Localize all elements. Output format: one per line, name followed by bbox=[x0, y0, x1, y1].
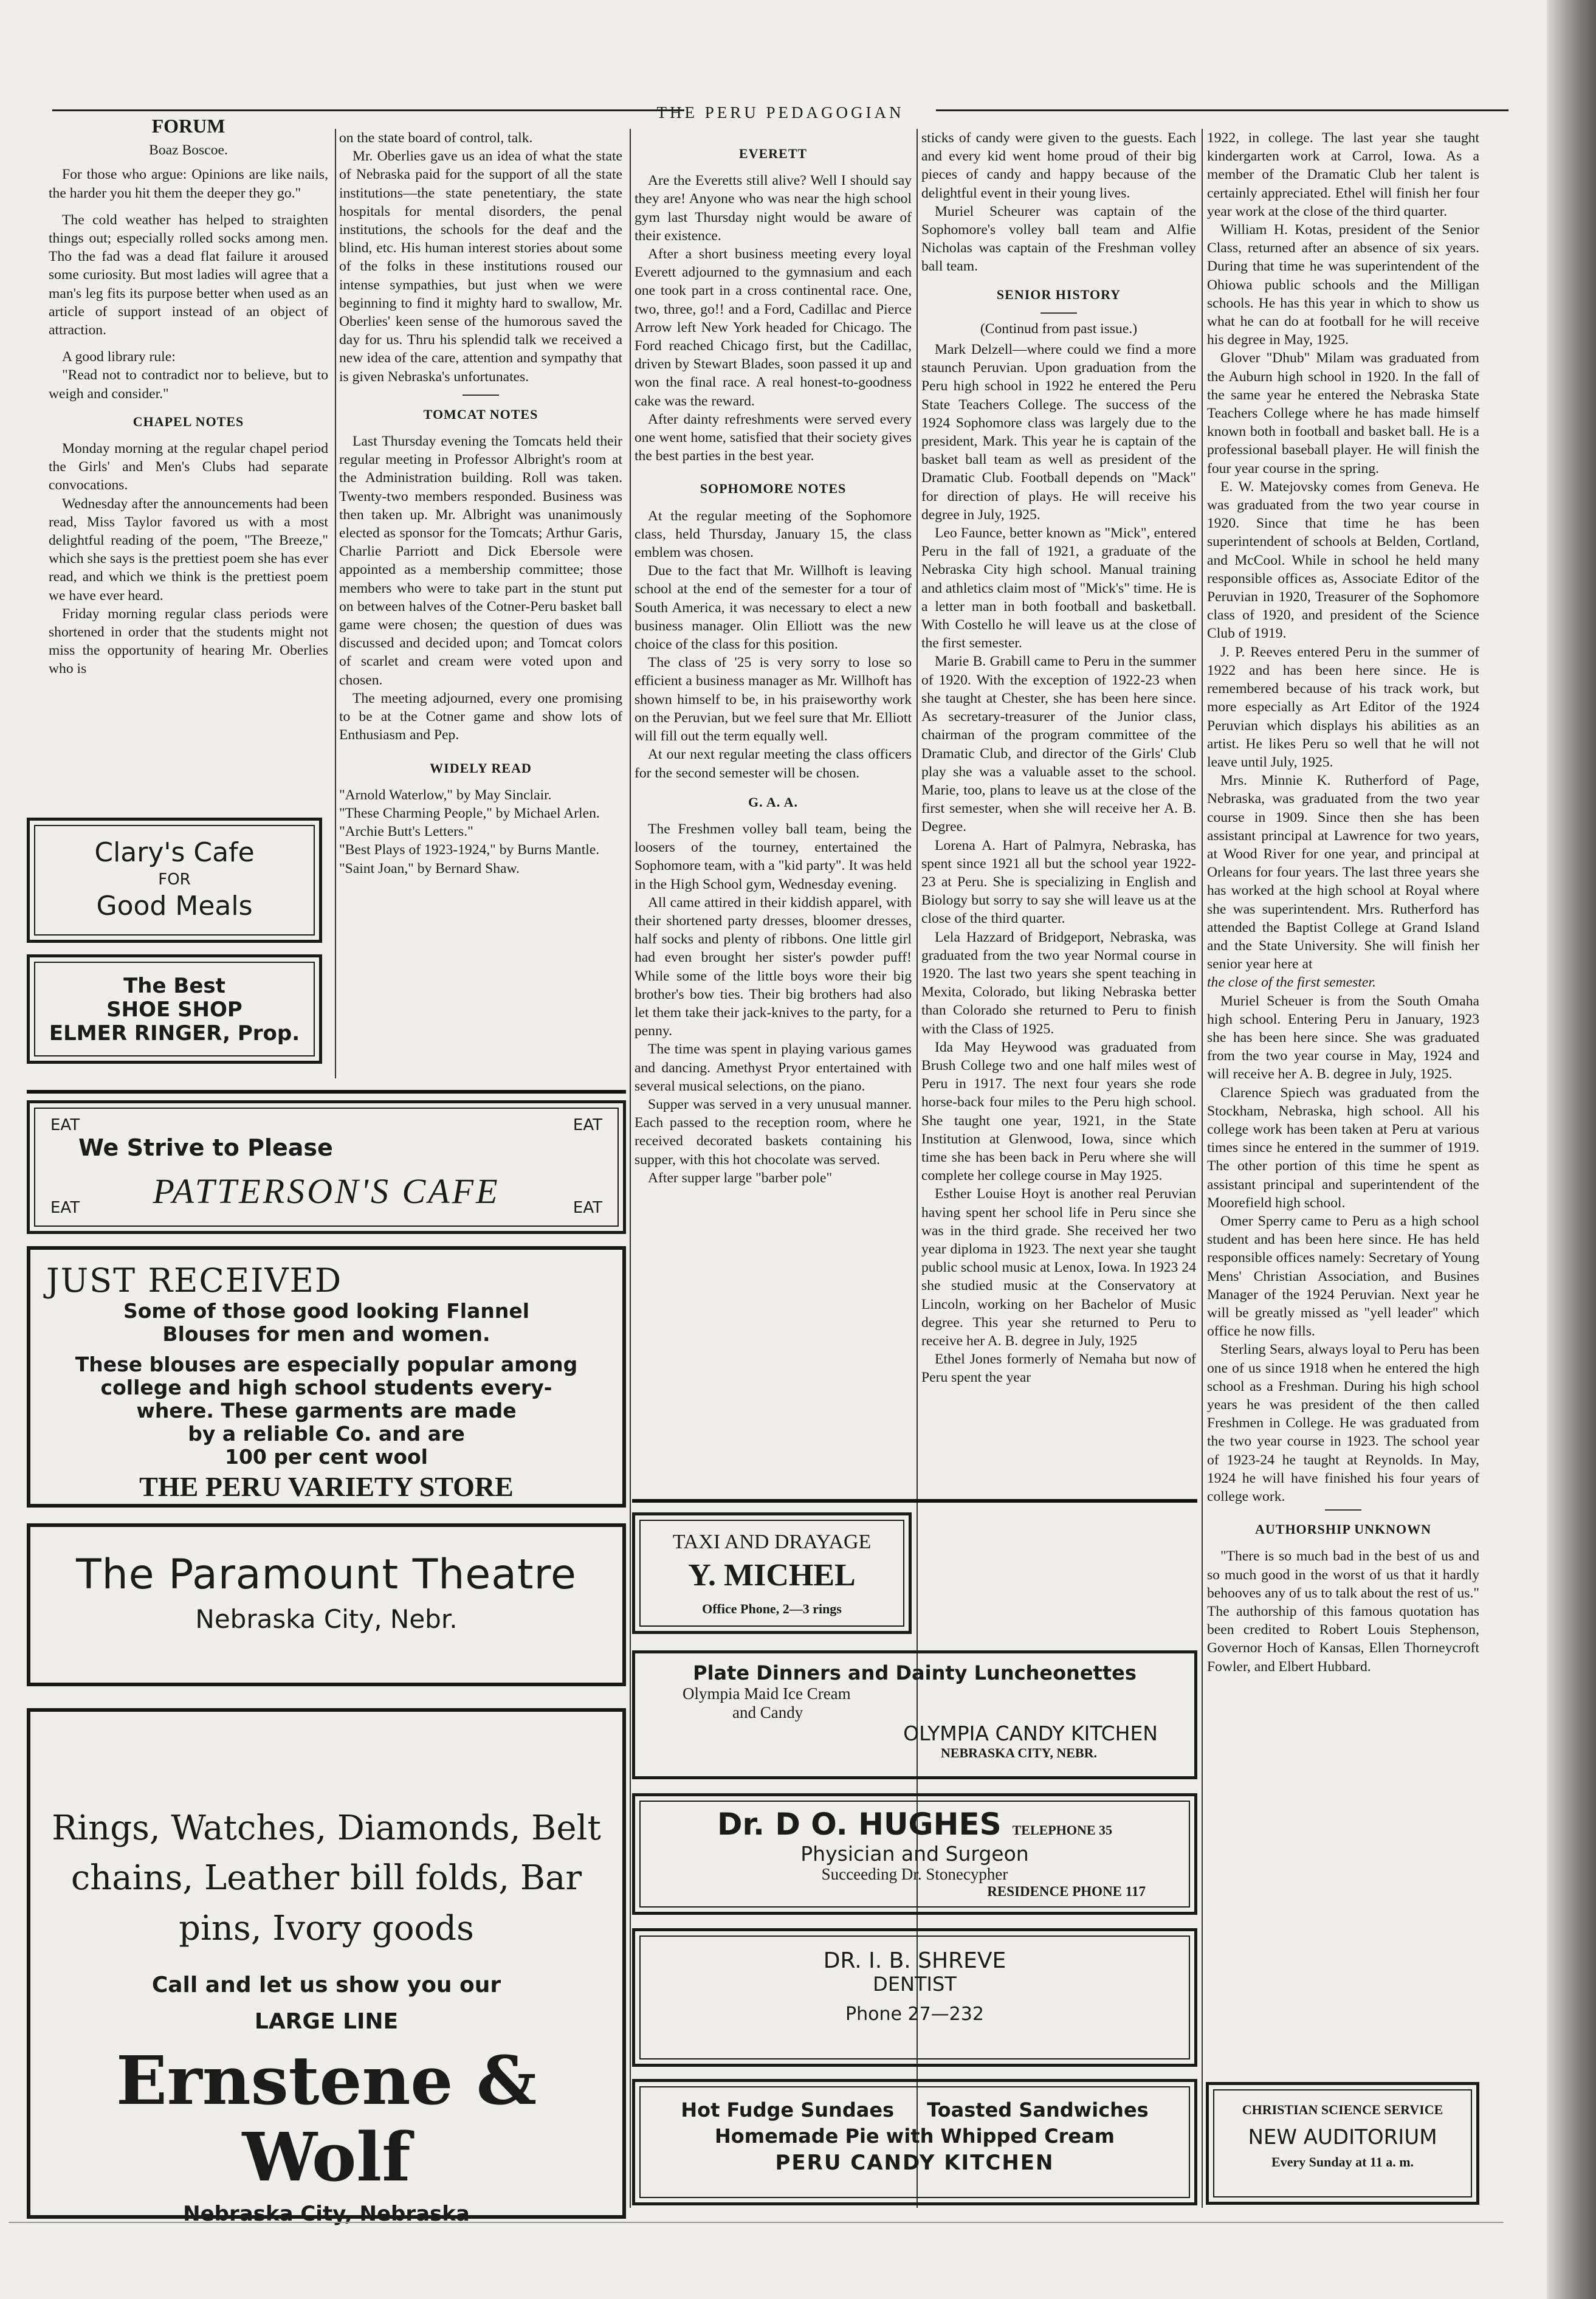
ad-line: Homemade Pie with Whipped Cream bbox=[714, 2124, 1115, 2148]
ad-line: Olympia Maid Ice Cream bbox=[683, 1684, 851, 1703]
widely-read-item: "Saint Joan," by Bernard Shaw. bbox=[339, 860, 520, 877]
senior-paragraph: William H. Kotas, president of the Senior Class, returned after an absence of six years. During that time he was superintendent of the Ohiowa public schools and the Milligan schools. He has this year in which to show us what he can do at football for he will receive his degree in May, 1925. bbox=[1207, 222, 1479, 348]
ad-line: Ernstene & Wolf bbox=[115, 2041, 537, 2197]
ad-line: The Best bbox=[123, 974, 225, 998]
ernstene-wolf-ad bbox=[27, 1708, 626, 2226]
column-5 bbox=[1207, 129, 1479, 1676]
dr-shreve-ad bbox=[632, 1928, 1197, 2067]
chapel-paragraph: Wednesday after the announcements had been read, Miss Taylor favored us with a most delightful reading of the poem, "The Breeze," which she says is the prettiest poem she has ever read, and which we think is the prettiest poem we have ever heard. bbox=[49, 495, 328, 604]
ad-line: pins, Ivory goods bbox=[179, 1908, 474, 1948]
paramount-theatre-ad bbox=[27, 1523, 626, 1686]
ad-line: SHOE SHOP bbox=[106, 998, 242, 1022]
ad-line: ELMER RINGER, Prop. bbox=[49, 1021, 300, 1046]
bottom-fold-line bbox=[9, 2222, 1504, 2223]
ad-line: college and high school students every- bbox=[100, 1375, 552, 1399]
senior-paragraph: Omer Sperry came to Peru as a high school student and has been here since. He has held responsible offices namely: Secretary of Young Mens' Christian Association, and Busines Manager of the 1924 Peruvian. Next year he will be greatly missed as "yell leader" which office he now fills. bbox=[1207, 1213, 1479, 1340]
senior-paragraph: E. W. Matejovsky comes from Geneva. He was graduated from the two year course in 1920. Since that time he has been superintendent of schools at Belden, Cortland, and McCool. While in school he held many responsible offices as, Associate Editor of the Peruvian in 1920, Treasurer of the Sophomore class of 1920, and president of the Science Club of 1919. bbox=[1207, 478, 1479, 642]
ad-line: NEW AUDITORIUM bbox=[1248, 2125, 1437, 2150]
senior-paragraph: 1922, in college. The last year she taught kindergarten work at Carrol, Iowa. As a member of the Dramatic Club her talent is certainly appreciated. Ethel will finish her four year work at the close of the third quarter. bbox=[1207, 130, 1479, 219]
sophomore-notes-title: SOPHOMORE NOTES bbox=[700, 481, 847, 497]
ad-line: Call and let us show you our bbox=[151, 1973, 501, 1998]
senior-history-title: SENIOR HISTORY bbox=[996, 286, 1121, 302]
senior-paragraph: Muriel Scheurer was captain of the Sophomore's volley ball team and Alfie Nicholas was captain of the Freshman volley ball team. bbox=[921, 203, 1196, 275]
ad-line: Rings, Watches, Diamonds, Belt bbox=[52, 1808, 601, 1848]
ad-line: Some of those good looking Flannel bbox=[123, 1299, 530, 1323]
ad-line: We Strive to Please bbox=[78, 1134, 333, 1161]
forum-paragraph: "Read not to contradict nor to believe, but to weigh and consider." bbox=[49, 367, 328, 402]
sophomore-paragraph: Due to the fact that Mr. Willhoft is leaving school at the end of the semester for a tour of South America, it was necessary to elect a new business manager. Olin Elliott was the new choice of the class for this position. bbox=[635, 563, 912, 653]
senior-paragraph: Lorena A. Hart of Palmyra, Nebraska, has spent since 1921 all but the school year 1922-23 at Peru. She is specializing in English and Biology but sorry to say she will leave us at the close of the third quarter. bbox=[921, 837, 1196, 927]
ad-line: NEBRASKA CITY, NEBR. bbox=[940, 1745, 1097, 1760]
masthead: THE PERU PEDAGOGIAN bbox=[656, 103, 904, 122]
ad-line: 100 per cent wool bbox=[225, 1444, 428, 1469]
ad-line: RESIDENCE PHONE 117 bbox=[987, 1884, 1146, 1900]
senior-paragraph: Mark Delzell—where could we find a more staunch Peruvian. Upon graduation from the Peru high school in 1922 he entered the Peru State Teachers College. The success of the 1924 Sophomore class was largely due to the president, Mark. This year he is captain of the basket ball team as well as president of the Dramatic Club. Football depends on "Mack" for direction of plays. He will receive his degree in July, 1925. bbox=[921, 342, 1196, 523]
section-divider bbox=[1040, 312, 1077, 314]
oberlies-paragraph: Mr. Oberlies gave us an idea of what the state of Nebraska paid for the support of all the state institutions—the state penetentiary, the state hospitals for mental disorders, the penal institutions, the schools for the deaf and the blind, etc. His human interest stories about some of the folks in these institutions roused our intense sympathies, but just when we were beginning to find it mighty hard to swallow, Mr. Oberlies' keen sense of the humorous saved the day for us. Thru his splendid talk we received a new idea of the care, attention and sympathy that is given Nebraska's unfortunates. bbox=[339, 148, 622, 385]
gaa-paragraph: The time was spent in playing various games and dancing. Amethyst Pryor entertained with several musical selections, on the piano. bbox=[635, 1041, 912, 1094]
ad-line: Succeeding Dr. Stonecypher bbox=[821, 1865, 1008, 1884]
senior-paragraph: Sterling Sears, always loyal to Peru has been one of us since 1918 when he entered the high school as a Freshman. During his high school years he was president of the then called Freshmen in College. He was graduated from the two year course in 1923. The school year of 1923-24 he taught at Reynolds. In May, 1924 he will have finished his four years of college work. bbox=[1207, 1342, 1479, 1505]
everett-paragraph: After dainty refreshments were served every one went home, satisfied that their society gives the best parties in the best year. bbox=[635, 411, 912, 464]
top-rule-left bbox=[52, 109, 684, 111]
forum-paragraph: For those who argue: Opinions are like nails, the harder you hit them the deeper they go." bbox=[49, 167, 328, 201]
senior-continued-note: (Continud from past issue.) bbox=[980, 320, 1138, 337]
column-1 bbox=[49, 117, 328, 678]
ad-line: These blouses are especially popular among bbox=[75, 1352, 578, 1376]
senior-paragraph: Esther Louise Hoyt is another real Peruvian having spent her school life in Peru since she was in the third grade. She received her two year diploma in 1923. The next year she taught public school music at Lenox, Iowa. In 1923 24 she studied music at the Conservatory at Lincoln, working on her Bachelor of Music degree. This year she returned to Peru to receive her A. B. degree in July, 1925 bbox=[921, 1186, 1196, 1349]
widely-read-item: "Archie Butt's Letters." bbox=[339, 824, 473, 840]
taxi-drayage-ad bbox=[632, 1512, 912, 1634]
ad-line: Y. MICHEL bbox=[688, 1558, 856, 1593]
ad-line: Clary's Cafe bbox=[94, 837, 255, 868]
tomcat-notes-title: TOMCAT NOTES bbox=[423, 406, 538, 422]
senior-paragraph: Lela Hazzard of Bridgeport, Nebraska, was graduated from the two year Normal course in 1920. The last two years she spent teaching in Mexita, Colorado, but liking Nebraska better than Colorado she returned to Peru to finish with the Class of 1925. bbox=[921, 929, 1196, 1037]
peru-variety-store-ad bbox=[27, 1246, 626, 1508]
column-rule bbox=[335, 129, 336, 1078]
senior-paragraph: J. P. Reeves entered Peru in the summer of 1922 and has been here since. He is remembered because of his track work, but more especially as Art Editor of the 1924 Peruvian which displays his abilities as an artist. He likes Peru so well that he will not leave until July, 1925. bbox=[1207, 644, 1479, 770]
sophomore-paragraph: At our next regular meeting the class officers for the second semester will be chosen. bbox=[635, 746, 912, 781]
chapel-paragraph: Friday morning regular class periods were shortened in order that the students might not miss the opportunity of hearing Mr. Oberlies who is bbox=[49, 605, 328, 677]
ad-line: OLYMPIA CANDY KITCHEN bbox=[903, 1721, 1158, 1745]
ad-line: Dr. D O. HUGHES bbox=[717, 1807, 1002, 1842]
senior-paragraph-pasteup: the close of the first semester. bbox=[1207, 974, 1376, 991]
authorship-unknown-title: AUTHORSHIP UNKNOWN bbox=[1255, 1522, 1431, 1537]
ad-eat-label: EAT bbox=[573, 1116, 602, 1134]
ad-line: Plate Dinners and Dainty Luncheonettes bbox=[693, 1661, 1137, 1684]
senior-paragraph: Leo Faunce, better known as "Mick", entered Peru in the fall of 1921, a graduate of the Nebraska City high school. Manual training and athletics claim most of "Mick's" time. He is a letter man in both football and basketball. With Costello he will leave us at the close of the first semester. bbox=[921, 525, 1196, 652]
clarys-cafe-ad bbox=[27, 818, 322, 943]
forum-title: FORUM bbox=[151, 115, 225, 137]
senior-paragraph: Clarence Spiech was graduated from the Stockham, Nebraska, high school. All his college work has been taken at Peru at various times since he entered in the summer of 1919. The other portion of this time he spent as assistant principal and superintendent of the Moorefield high school. bbox=[1207, 1084, 1479, 1211]
authorship-paragraph: "There is so much bad in the best of us and so much good in the worst of us that it hardly behooves any of us to talk about the rest of us." The authorship of this famous quotation has been credited to Robert Louis Stephenson, Governor Hoch of Kansas, Ellen Thorneycroft Fowler, and Elbert Hubbard. bbox=[1207, 1548, 1479, 1675]
ad-line: Office Phone, 2—3 rings bbox=[702, 1601, 842, 1616]
forum-paragraph: A good library rule: bbox=[62, 349, 176, 365]
widely-read-item: "Arnold Waterlow," by May Sinclair. bbox=[339, 787, 552, 803]
ad-line: where. These garments are made bbox=[136, 1398, 517, 1422]
ad-line: by a reliable Co. and are bbox=[188, 1421, 465, 1446]
christian-science-ad bbox=[1206, 2082, 1479, 2205]
ad-line: Phone 27—232 bbox=[845, 2004, 984, 2025]
dr-hughes-ad bbox=[632, 1793, 1197, 1915]
ad-line: FOR bbox=[158, 870, 191, 889]
senior-paragraph: Ethel Jones formerly of Nemaha but now of Peru spent the year bbox=[921, 1351, 1196, 1386]
ad-line: PATTERSON'S CAFE bbox=[153, 1171, 500, 1211]
everett-title: EVERETT bbox=[738, 146, 808, 161]
ad-line: Physician and Surgeon bbox=[800, 1841, 1029, 1866]
forum-paragraph: The cold weather has helped to straighten things out; especially rolled socks among men. Tho the fad was a dead flat failure it aroused some curiosity. But most ladies will agree that a man's leg fits its purpose better when used as an article of support instead of an object of attraction. bbox=[49, 212, 328, 339]
column-2 bbox=[339, 129, 622, 878]
ad-line: chains, Leather bill folds, Bar bbox=[71, 1858, 582, 1898]
ad-line: Blouses for men and women. bbox=[162, 1322, 490, 1346]
senior-paragraph: Glover "Dhub" Milam was graduated from the Auburn high school in 1920. In the fall of the same year he entered the Nebraska State Teachers College where he has made himself known both in football and basket ball. He is a professional baseball player. He will finish the four year course in the spring. bbox=[1207, 350, 1479, 477]
ad-line: and Candy bbox=[732, 1703, 803, 1722]
column-rule bbox=[630, 129, 631, 2208]
tomcat-paragraph: Last Thursday evening the Tomcats held their regular meeting in Professor Albright's room at the Administration building. Roll was taken. Twenty-two members responded. Business was then taken up. Mr. Albright was unanimously elected as sponsor for the Tomcats; Arthur Garis, Charlie Parriott and Dick Ebersole were appointed as a membership committee; those members who were to take part in the stunt put on between halves of the Cotner-Peru basket ball game were chosen; the question of dues was discussed and decided upon; and Tomcat colors of scarlet and cream were voted upon and chosen. bbox=[339, 433, 622, 688]
ad-line: PERU CANDY KITCHEN bbox=[775, 2150, 1054, 2175]
ad-line: TELEPHONE 35 bbox=[1012, 1822, 1113, 1838]
gaa-title: G. A. A. bbox=[748, 794, 798, 810]
column-rule bbox=[1202, 129, 1203, 2208]
chapel-notes-title: CHAPEL NOTES bbox=[132, 413, 244, 429]
chapel-paragraph: Monday morning at the regular chapel period the Girls' and Men's Clubs had separate convocations. bbox=[49, 441, 328, 494]
oberlies-paragraph: on the state board of control, talk. bbox=[339, 130, 533, 146]
ad-line: JUST RECEIVED bbox=[46, 1261, 343, 1300]
ad-line: CHRISTIAN SCIENCE SERVICE bbox=[1242, 2102, 1443, 2117]
ad-section-rule bbox=[27, 1090, 626, 1094]
widely-read-title: WIDELY READ bbox=[430, 760, 532, 776]
ad-line: Every Sunday at 11 a. m. bbox=[1271, 2154, 1414, 2170]
gaa-paragraph: The Freshmen volley ball team, being the loosers of the tourney, entertained the Sophomore team, with a "kid party". It was held in the High School gym, Wednesday evening. bbox=[635, 821, 912, 892]
ad-eat-label: EAT bbox=[573, 1199, 602, 1218]
gaa-paragraph: After supper large "barber pole" bbox=[648, 1170, 833, 1186]
senior-paragraph: sticks of candy were given to the guests. Each and every kid went home proud of their big pieces of candy and happy because of the delightful event in their young lives. bbox=[921, 130, 1196, 201]
shoe-shop-ad bbox=[27, 954, 322, 1064]
peru-candy-kitchen-ad bbox=[632, 2079, 1197, 2205]
senior-paragraph: Marie B. Grabill came to Peru in the summer of 1920. With the exception of 1922-23 when she taught at Chester, she has been here since. As secretary-treasurer of the Junior class, chairman of the program committee of the Dramatic Club, and director of the Girls' Club play she was a valuable asset to the school. Marie, too, plans to leave us at the close of the first semester, when she will receive her A. B. Degree. bbox=[921, 653, 1196, 835]
ad-line: DENTIST bbox=[873, 1973, 957, 1996]
ad-eat-label: EAT bbox=[50, 1199, 80, 1218]
forum-author: Boaz Boscoe. bbox=[149, 142, 228, 159]
ad-line: Hot Fudge Sundaes bbox=[681, 2098, 895, 2121]
widely-read-item: "These Charming People," by Michael Arlen. bbox=[339, 805, 600, 821]
gaa-paragraph: Supper was served in a very unusual manner. Each passed to the reception room, where he received decorated baskets containing his supper, with this hot chocolate was served. bbox=[635, 1096, 912, 1168]
ad-line: LARGE LINE bbox=[254, 2008, 399, 2034]
olympia-candy-kitchen-ad bbox=[632, 1650, 1197, 1779]
senior-paragraph: Mrs. Minnie K. Rutherford of Page, Nebraska, was graduated from the two year course in 1909. Since then she has been assistant principal at Lawrence for two years, at Wood River for one year, and principal at Orleans for four years. The last three years she has worked at the high school at Royal where she was superintendent. Mrs. Rutherford has attended the Baptist College at Grand Island and the State University. She will finish her senior year here at bbox=[1207, 773, 1479, 973]
ad-line: Nebraska City, Nebraska bbox=[183, 2201, 470, 2226]
patterson-cafe-ad bbox=[27, 1100, 626, 1234]
ad-section-rule bbox=[632, 1499, 1197, 1503]
ad-line: Nebraska City, Nebr. bbox=[195, 1604, 458, 1635]
page-edge-shadow bbox=[1547, 0, 1596, 2299]
tomcat-paragraph: The meeting adjourned, every one promising to be at the Cotner game and show lots of Enthusiasm and Pep. bbox=[339, 690, 622, 743]
ad-line: Good Meals bbox=[96, 891, 253, 922]
ad-line: Toasted Sandwiches bbox=[927, 2098, 1149, 2121]
column-3 bbox=[635, 129, 912, 1187]
sophomore-paragraph: The class of '25 is very sorry to lose so efficient a business manager as Mr. Willhoft has shown himself to be, in his praiseworthy work on the Peruvian, but we feel sure that Mr. Elliott will fill out the term equally well. bbox=[635, 655, 912, 745]
ad-line: DR. I. B. SHREVE bbox=[823, 1948, 1006, 1973]
widely-read-item: "Best Plays of 1923-1924," by Burns Mantle. bbox=[339, 842, 600, 858]
ad-line: THE PERU VARIETY STORE bbox=[139, 1470, 514, 1502]
sophomore-paragraph: At the regular meeting of the Sophomore class, held Thursday, January 15, the class emblem was chosen. bbox=[635, 508, 912, 561]
ad-line: The Paramount Theatre bbox=[76, 1551, 577, 1599]
column-4 bbox=[921, 129, 1196, 1387]
top-rule-right bbox=[936, 109, 1508, 111]
section-divider bbox=[463, 395, 499, 396]
everett-paragraph: After a short business meeting every loyal Everett adjourned to the gymnasium and each one took part in a cross continental race. One, two, three, go!! and a Ford, Cadillac and Pierce Arrow left New York headed for Chicago. The Ford reached Chicago first, but the Cadillac, driven by Stewart Blades, soon passed it up and won the final race. A real honest-to-goodness cake was the reward. bbox=[635, 246, 912, 409]
senior-paragraph: Ida May Heywood was graduated from Brush College two and one half miles west of Peru in 1917. The next four years she rode horse-back four miles to the Peru high school. She taught one year, 1921, in the State Institution at Glenwood, Iowa, since which time she has been back in Peru where she will complete her college course in May 1925. bbox=[921, 1039, 1196, 1184]
ad-line: TAXI AND DRAYAGE bbox=[672, 1531, 872, 1553]
section-divider bbox=[1325, 1509, 1361, 1511]
everett-paragraph: Are the Everetts still alive? Well I should say they are! Anyone who was near the high school gym last Thursday night would be aware of their existence. bbox=[635, 173, 912, 244]
ad-eat-label: EAT bbox=[50, 1116, 80, 1134]
senior-paragraph: Muriel Scheuer is from the South Omaha high school. Entering Peru in January, 1923 she has been here since. She was graduated from the two year course in May, 1924 and will receive her A. B. degree in July, 1925. bbox=[1207, 993, 1479, 1083]
gaa-paragraph: All came attired in their kiddish apparel, with their shortened party dresses, bloomer dresses, half socks and plenty of ribbons. One little girl had even brought her sister's powder puff! While some of the little boys wore their big brother's bow ties. Their big brothers had also let them take their jack-knives to the party, for a penny. bbox=[635, 894, 912, 1039]
